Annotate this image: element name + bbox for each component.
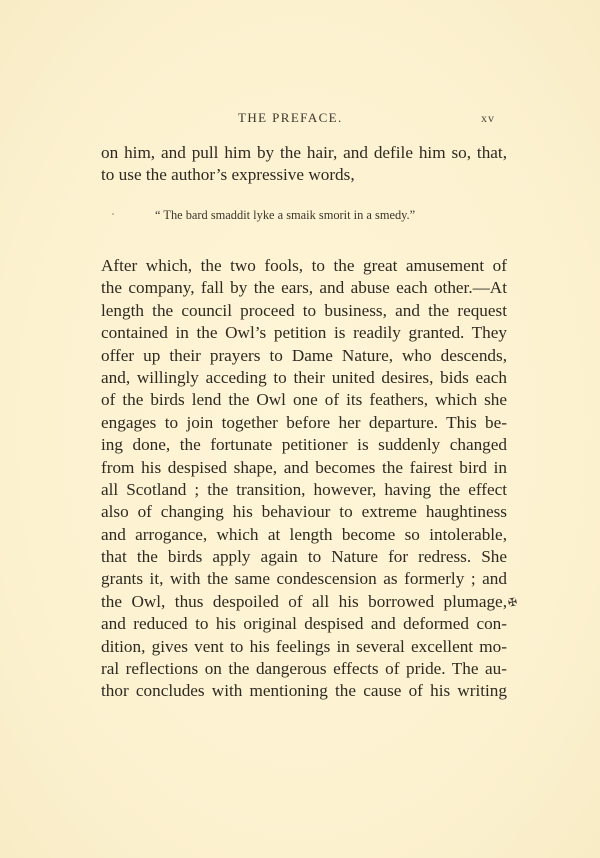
text-line: thor concludes with mentioning the cause of his writing xyxy=(101,681,507,701)
text-line: ral reflections on the dangerous effects of pride. The au- xyxy=(101,659,507,679)
text-line: on him, and pull him by the hair, and defile him so, that, xyxy=(101,143,507,162)
text-line: and arrogance, which at length become so intolerable, xyxy=(101,524,507,544)
text-line: from his despised shape, and becomes the fairest bird in xyxy=(101,457,507,477)
intro-paragraph xyxy=(101,142,507,187)
text-line: of the birds lend the Owl one of its feathers, which she xyxy=(101,390,507,410)
text-line: offer up their prayers to Dame Nature, who descends, xyxy=(101,345,507,365)
text-line: to use the author’s expressive words, xyxy=(101,165,355,185)
text-line: all Scotland ; the transition, however, having the effect xyxy=(101,479,507,499)
text-line: also of changing his behaviour to extreme haughtiness xyxy=(101,502,507,522)
text-line: and, willingly acceding to their united desires, bids each xyxy=(101,367,507,387)
text-line: grants it, with the same condescension as formerly ; and xyxy=(101,569,507,589)
text-line: that the birds apply again to Nature for redress. She xyxy=(101,547,507,567)
text-line: ing done, the fortunate petitioner is suddenly changed xyxy=(101,435,507,455)
body-paragraph xyxy=(101,255,507,703)
text-line: the Owl, thus despoiled of all his borrowed plumage, xyxy=(101,591,507,611)
text-line: the company, fall by the ears, and abuse each other.—At xyxy=(101,278,507,298)
text-line: contained in the Owl’s petition is readily granted. They xyxy=(101,323,507,343)
text-line: length the council proceed to business, and the request xyxy=(101,300,507,320)
block-quotation: “ The bard smaddit lyke a smaik smorit in a smedy.” xyxy=(155,208,416,222)
text-line: dition, gives vent to his feelings in several excellent mo- xyxy=(101,636,507,656)
text-line: engages to join together before her departure. This be- xyxy=(101,412,507,432)
margin-ink-mark-icon: ✠ xyxy=(507,596,519,610)
speck-mark xyxy=(112,213,114,215)
page-number: xv xyxy=(481,111,495,125)
running-title: THE PREFACE. xyxy=(238,110,343,125)
text-line: After which, the two fools, to the great amusement of xyxy=(101,256,507,275)
text-line: and reduced to his original despised and deformed con- xyxy=(101,614,507,634)
